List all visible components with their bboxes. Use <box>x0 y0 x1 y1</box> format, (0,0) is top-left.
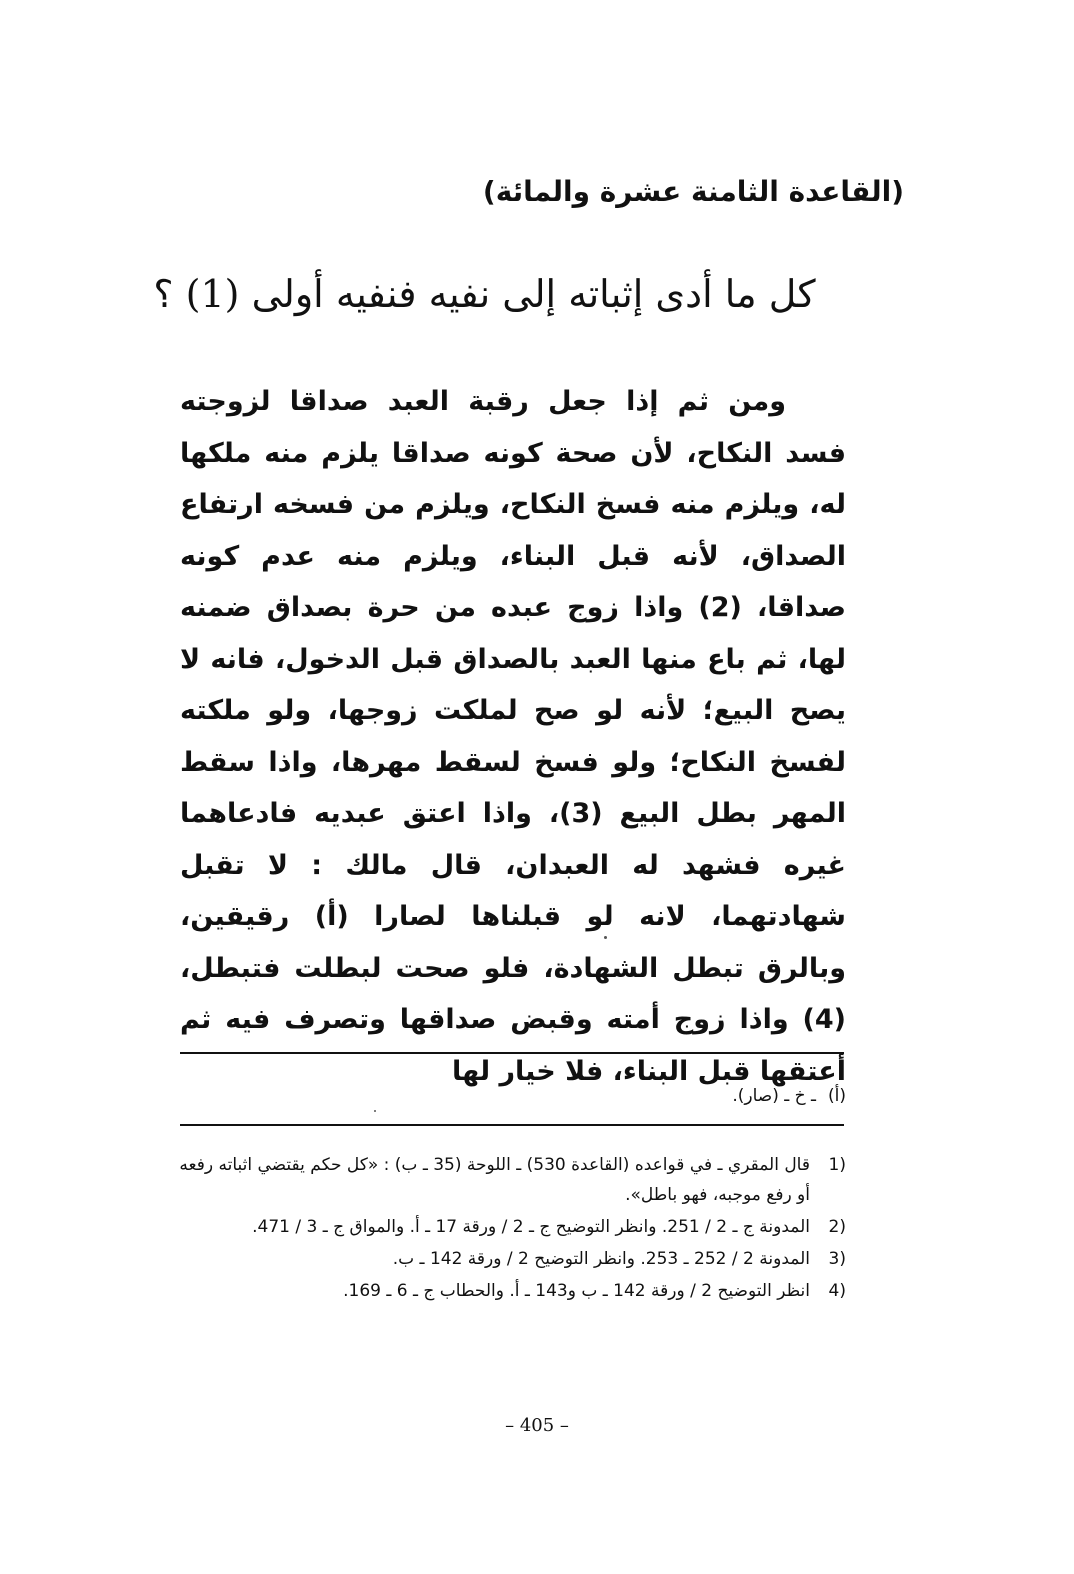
footnote-text: المدونة 2 / 252 ـ 253. وانظر التوضيح 2 / ورقة 142 ـ ب. <box>392 1249 810 1269</box>
footnote-text: انظر التوضيح 2 / ورقة 142 ـ ب و143 ـ أ. والحطاب ج ـ 6 ـ 169. <box>343 1281 810 1301</box>
footnote-text: المدونة ج ـ 2 / 251. وانظر التوضيح ج ـ 2 / ورقة 17 ـ أ. والمواق ج ـ 3 / 471. <box>252 1217 810 1237</box>
page-number: – 405 – <box>505 1415 569 1436</box>
footnote-item <box>170 1150 846 1210</box>
body-paragraph <box>180 376 846 1097</box>
footnote-number: (1 <box>828 1155 846 1175</box>
variant-note <box>732 1082 846 1110</box>
rule-number-title: (القاعدة الثامنة عشرة والمائة) <box>482 175 904 208</box>
footnote-number: (3 <box>828 1249 846 1269</box>
variant-note-text: ـ خ ـ (صار). <box>732 1086 816 1106</box>
footnote-item <box>170 1244 846 1274</box>
footnote-list <box>170 1150 846 1308</box>
footnote-separator-bottom <box>180 1124 844 1126</box>
footnote-number: (2 <box>828 1217 846 1237</box>
variant-note-mark: (أ) <box>828 1086 846 1106</box>
footnote-item <box>170 1212 846 1242</box>
scan-speck <box>604 936 607 939</box>
footnote-item <box>170 1276 846 1306</box>
rule-heading: كل ما أدى إثباته إلى نفيه فنفيه أولى (1) ؟ <box>153 272 816 316</box>
footnote-text: قال المقري ـ في قواعده (القاعدة 530) ـ اللوحة (35 ـ ب) : «كل حكم يقتضي اثباته رفعه أو رفع موجبه، فهو باطل». <box>179 1155 810 1205</box>
scan-speck <box>374 1110 376 1112</box>
body-text: ومن ثم إذا جعل رقبة العبد صداقا لزوجته فسد النكاح، لأن صحة كونه صداقا يلزم منه ملكها له، ويلزم منه فسخ النكاح، ويلزم من فسخه ارتفاع الصداق، لأنه قبل البناء، ويلزم منه عدم كونه صداقا، (2) واذا زوج عبده من حرة بصداق ضمنه لها، ثم باع منها العبد بالصداق قبل الدخول، فانه لا يصح البيع؛ لأنه لو صح لملكت زوجها، ولو ملكته لفسخ النكاح؛ ولو فسخ لسقط مهرها، واذا سقط المهر بطل البيع (3)، واذا اعتق عبديه فادعاهما غيره فشهد له العبدان، قال مالك : لا تقبل شهادتهما، لانه لو قبلناها لصارا (أ) رقيقين، وبالرق تبطل الشهادة، فلو صحت لبطلت فتبطل، (4) واذا زوج أمته وقبض صداقها وتصرف فيه ثم أعتقها قبل البناء، فلا خيار لها <box>180 386 846 1087</box>
footnote-number: (4 <box>828 1281 846 1301</box>
footnote-separator-top <box>180 1052 844 1054</box>
